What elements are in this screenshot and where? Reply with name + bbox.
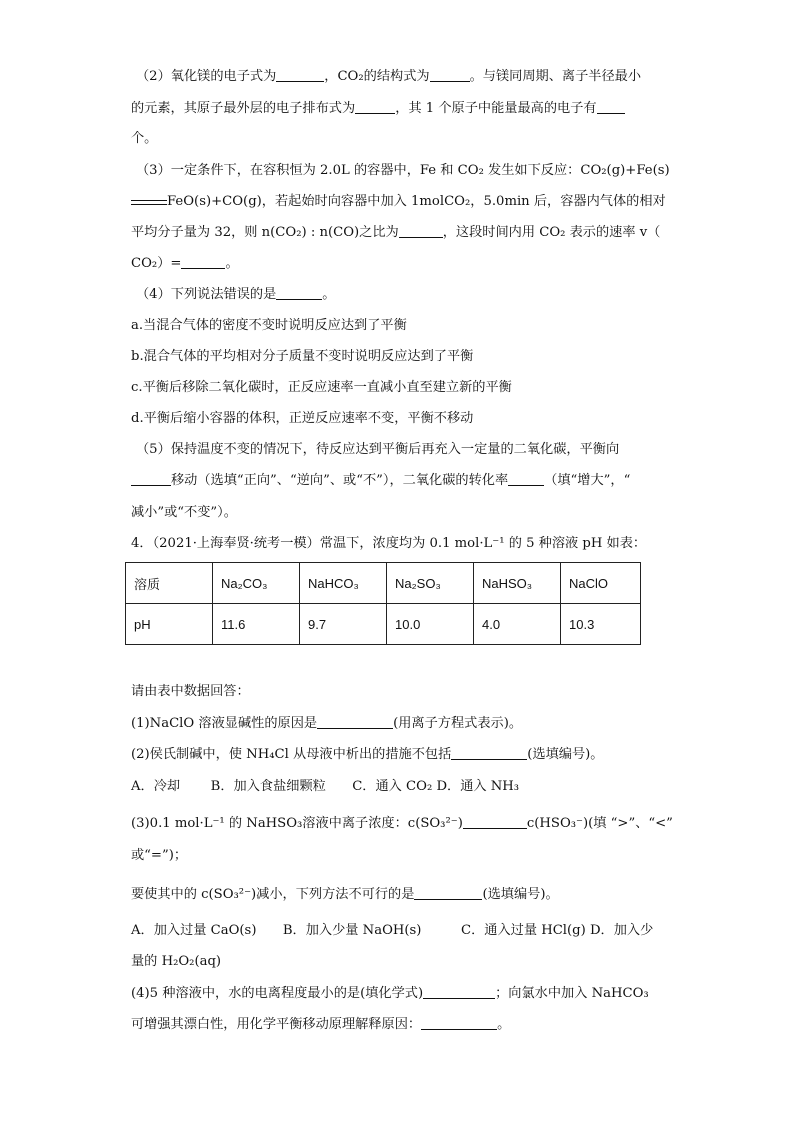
sub4-cont (131, 1016, 510, 1034)
q2-text: ，其 1 个原子中能量最高的电子有 (395, 101, 597, 116)
q2-text: ，CO₂的结构式为 (324, 69, 430, 84)
sub3-options: A．加入过量 CaO(s) B．加入少量 NaOH(s) C．通入过量 HCl(g) D．加入少 (131, 923, 654, 938)
q3-line1: （3）一定条件下，在容积恒为 2.0L 的容器中，Fe 和 CO₂ 发生如下反应：CO₂(g)+Fe(s) (136, 163, 670, 178)
table-cell: Na₂SO₃ (387, 563, 474, 604)
ph-table (125, 562, 641, 645)
answer-blank[interactable] (423, 986, 495, 999)
q4-option-c: c.平衡后移除二氧化碳时，正反应速率一直减小直至建立新的平衡 (131, 380, 512, 395)
table-cell: 9.7 (300, 604, 387, 645)
sub3-text: (选填编号)。 (482, 887, 559, 902)
q4-text: （4）下列说法错误的是 (136, 287, 277, 302)
q2-text: 。与镁同周期、离子半径最小 (469, 69, 642, 84)
q2-line2 (131, 100, 625, 118)
q3-line4 (131, 255, 239, 273)
sub4-text: (4)5 种溶液中，水的电离程度最小的是(填化学式) (131, 986, 424, 1001)
table-row (126, 604, 641, 645)
q3-line3 (131, 224, 660, 242)
sub3 (131, 815, 673, 833)
table-cell: 溶质 (126, 563, 213, 604)
answer-blank[interactable] (414, 887, 482, 900)
sub4-text: ；向氯水中加入 NaHCO₃ (495, 986, 649, 1001)
answer-blank[interactable] (276, 287, 322, 300)
q2-text: 的元素，其原子最外层的电子排布式为 (131, 101, 356, 116)
q4-text: 。 (322, 287, 336, 302)
q2-line3: 个。 (131, 131, 158, 146)
table-cell: NaClO (561, 563, 641, 604)
sub4-text: 。 (497, 1017, 511, 1032)
sub1-text: (1)NaClO 溶液显碱性的原因是 (131, 716, 318, 731)
q3-text: 平均分子量为 32，则 n(CO₂) : n(CO)之比为 (131, 225, 399, 240)
q4-stem (136, 286, 335, 304)
sub2-text: (2)侯氏制碱中，使 NH₄Cl 从母液中析出的措施不包括 (131, 747, 452, 762)
sub1-text: (用离子方程式表示)。 (393, 716, 523, 731)
q3-text: ，这段时间内用 CO₂ 表示的速率 v（ (442, 225, 661, 240)
problem4-header: 4．（2021·上海奉贤·统考一模）常温下，浓度均为 0.1 mol·L⁻¹ 的 5 种溶液 pH 如表： (131, 536, 647, 551)
q4-option-b: b.混合气体的平均相对分子质量不变时说明反应达到了平衡 (131, 349, 474, 364)
sub2 (131, 746, 604, 764)
table-cell: 4.0 (474, 604, 561, 645)
answer-blank[interactable] (421, 1017, 497, 1030)
answer-blank[interactable] (131, 473, 171, 486)
table-cell: 10.3 (561, 604, 641, 645)
answer-blank[interactable] (430, 69, 470, 82)
q3-line2 (131, 193, 666, 211)
table-cell: NaHSO₃ (474, 563, 561, 604)
equilibrium-arrow-icon (131, 197, 167, 207)
sub4-text: 可增强其漂白性，用化学平衡移动原理解释原因： (131, 1017, 422, 1032)
answer-blank[interactable] (355, 101, 395, 114)
q4-option-a: a.当混合气体的密度不变时说明反应达到了平衡 (131, 318, 407, 333)
sub3-cont: 或“=”)； (131, 848, 188, 863)
answer-blank[interactable] (508, 473, 544, 486)
q3-text: CO₂）= (131, 256, 182, 271)
q2-text: （2）氧化镁的电子式为 (136, 69, 277, 84)
table-cell: 11.6 (213, 604, 300, 645)
answer-blank[interactable] (276, 69, 324, 82)
q2-line1 (136, 68, 641, 86)
q4-option-d: d.平衡后缩小容器的体积，正逆反应速率不变，平衡不移动 (131, 411, 474, 426)
answer-blank[interactable] (399, 225, 443, 238)
sub3-question (131, 886, 559, 904)
table-cell: NaHCO₃ (300, 563, 387, 604)
sub3-options-cont: 量的 H₂O₂(aq) (131, 954, 222, 969)
sub3-text: c(HSO₃⁻)(填 “>”、“<” (526, 816, 673, 831)
q5-line2 (131, 472, 630, 490)
q5-line3: 减小”或“不变”）。 (131, 505, 237, 520)
answer-blank[interactable] (451, 747, 527, 760)
sub2-options: A．冷却 B．加入食盐细颗粒 C．通入 CO₂ D．通入 NH₃ (131, 779, 520, 794)
answer-blank[interactable] (317, 716, 393, 729)
table-row (126, 563, 641, 604)
sub4 (131, 985, 649, 1003)
table-cell: Na₂CO₃ (213, 563, 300, 604)
table-cell: 10.0 (387, 604, 474, 645)
q3-text: 。 (225, 256, 239, 271)
sub3-text: 要使其中的 c(SO₃²⁻)减小，下列方法不可行的是 (131, 887, 415, 902)
sub3-text: (3)0.1 mol·L⁻¹ 的 NaHSO₃溶液中离子浓度：c(SO₃²⁻) (131, 816, 463, 831)
q3-text: FeO(s)+CO(g)，若起始时向容器中加入 1molCO₂，5.0min 后，容器内气体的相对 (167, 194, 666, 209)
sub2-text: (选填编号)。 (527, 747, 604, 762)
table-cell: pH (126, 604, 213, 645)
q5-line1: （5）保持温度不变的情况下，待反应达到平衡后再充入一定量的二氧化碳，平衡向 (136, 442, 620, 457)
answer-blank[interactable] (463, 816, 527, 829)
answer-blank[interactable] (597, 101, 625, 114)
q5-text: 移动（选填“正向”、“逆向”、或“不”），二氧化碳的转化率 (171, 473, 509, 488)
sub1 (131, 715, 522, 733)
problem4-intro: 请由表中数据回答： (131, 684, 250, 699)
q5-text: （填“增大”，“ (544, 473, 631, 488)
answer-blank[interactable] (181, 256, 225, 269)
